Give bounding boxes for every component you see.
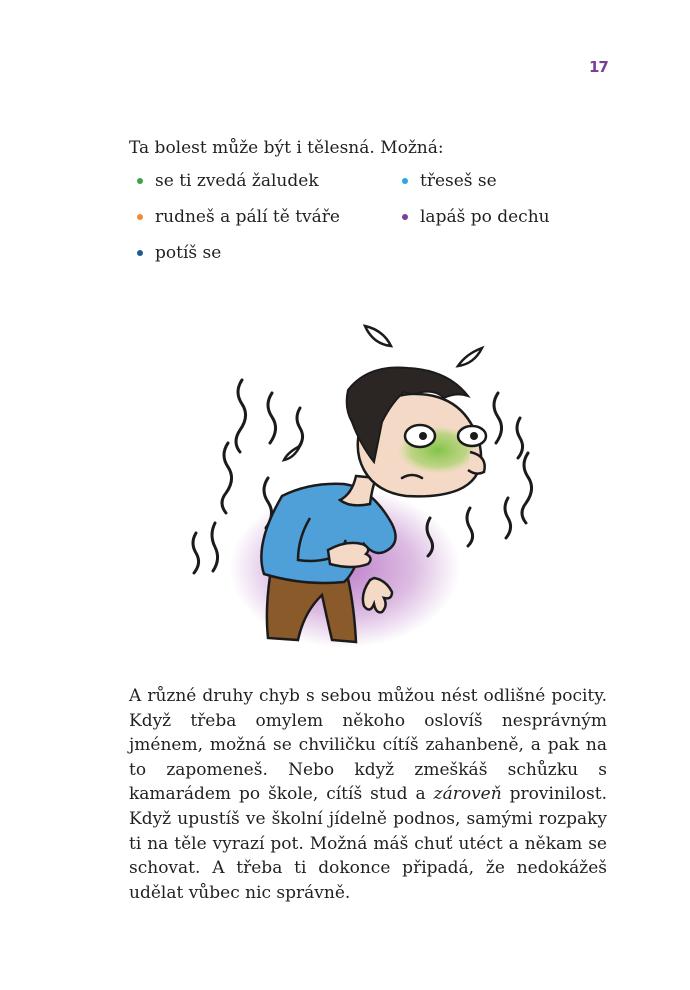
bullet-text: třeseš se (420, 171, 497, 191)
pupil-right (470, 432, 478, 440)
hand-on-stomach (328, 543, 371, 567)
body-paragraph (129, 684, 607, 905)
paragraph-part-2: provinilost. Když upustíš ve školní jídelně podnos, samými rozpaky ti na těle vyrazí pot. Možná máš chuť utéct a někam se schovat. A třeba ti dokonce připadá, že nedokážeš udělat vůbec nic správně. (129, 784, 607, 903)
paragraph-part-1: A různé druhy chyb s sebou můžou nést odlišné pocity. Když třeba omylem někoho oslovíš nesprávným jménem, možná se chviličku cítíš zahanbeně, a pak na to zapomeneš. Nebo když zmeškáš schůzku s kamarádem po škole, cítíš stud a (129, 686, 607, 805)
bullet-item (137, 170, 402, 192)
page-number: 17 (589, 58, 608, 76)
bullet-dot (402, 214, 408, 220)
bullet-dot (137, 178, 143, 184)
bullet-dot (137, 250, 143, 256)
paragraph-emphasis: zároveň (433, 784, 502, 805)
sick-boy-illustration (170, 318, 560, 653)
bullet-text: se ti zvedá žaludek (155, 171, 319, 191)
boy (261, 367, 486, 642)
bullet-text: rudneš a pálí tě tváře (155, 207, 340, 227)
bullet-item (402, 170, 562, 192)
intro-text: Ta bolest může být i tělesná. Možná: (129, 138, 444, 158)
bullet-item (137, 206, 402, 228)
bullet-item (402, 206, 562, 228)
bullet-text: lapáš po dechu (420, 207, 550, 227)
bullet-item (137, 242, 402, 264)
bullet-text: potíš se (155, 243, 222, 263)
pupil-left (419, 432, 427, 440)
symptom-list (137, 170, 557, 280)
bullet-dot (137, 214, 143, 220)
bullet-dot (402, 178, 408, 184)
